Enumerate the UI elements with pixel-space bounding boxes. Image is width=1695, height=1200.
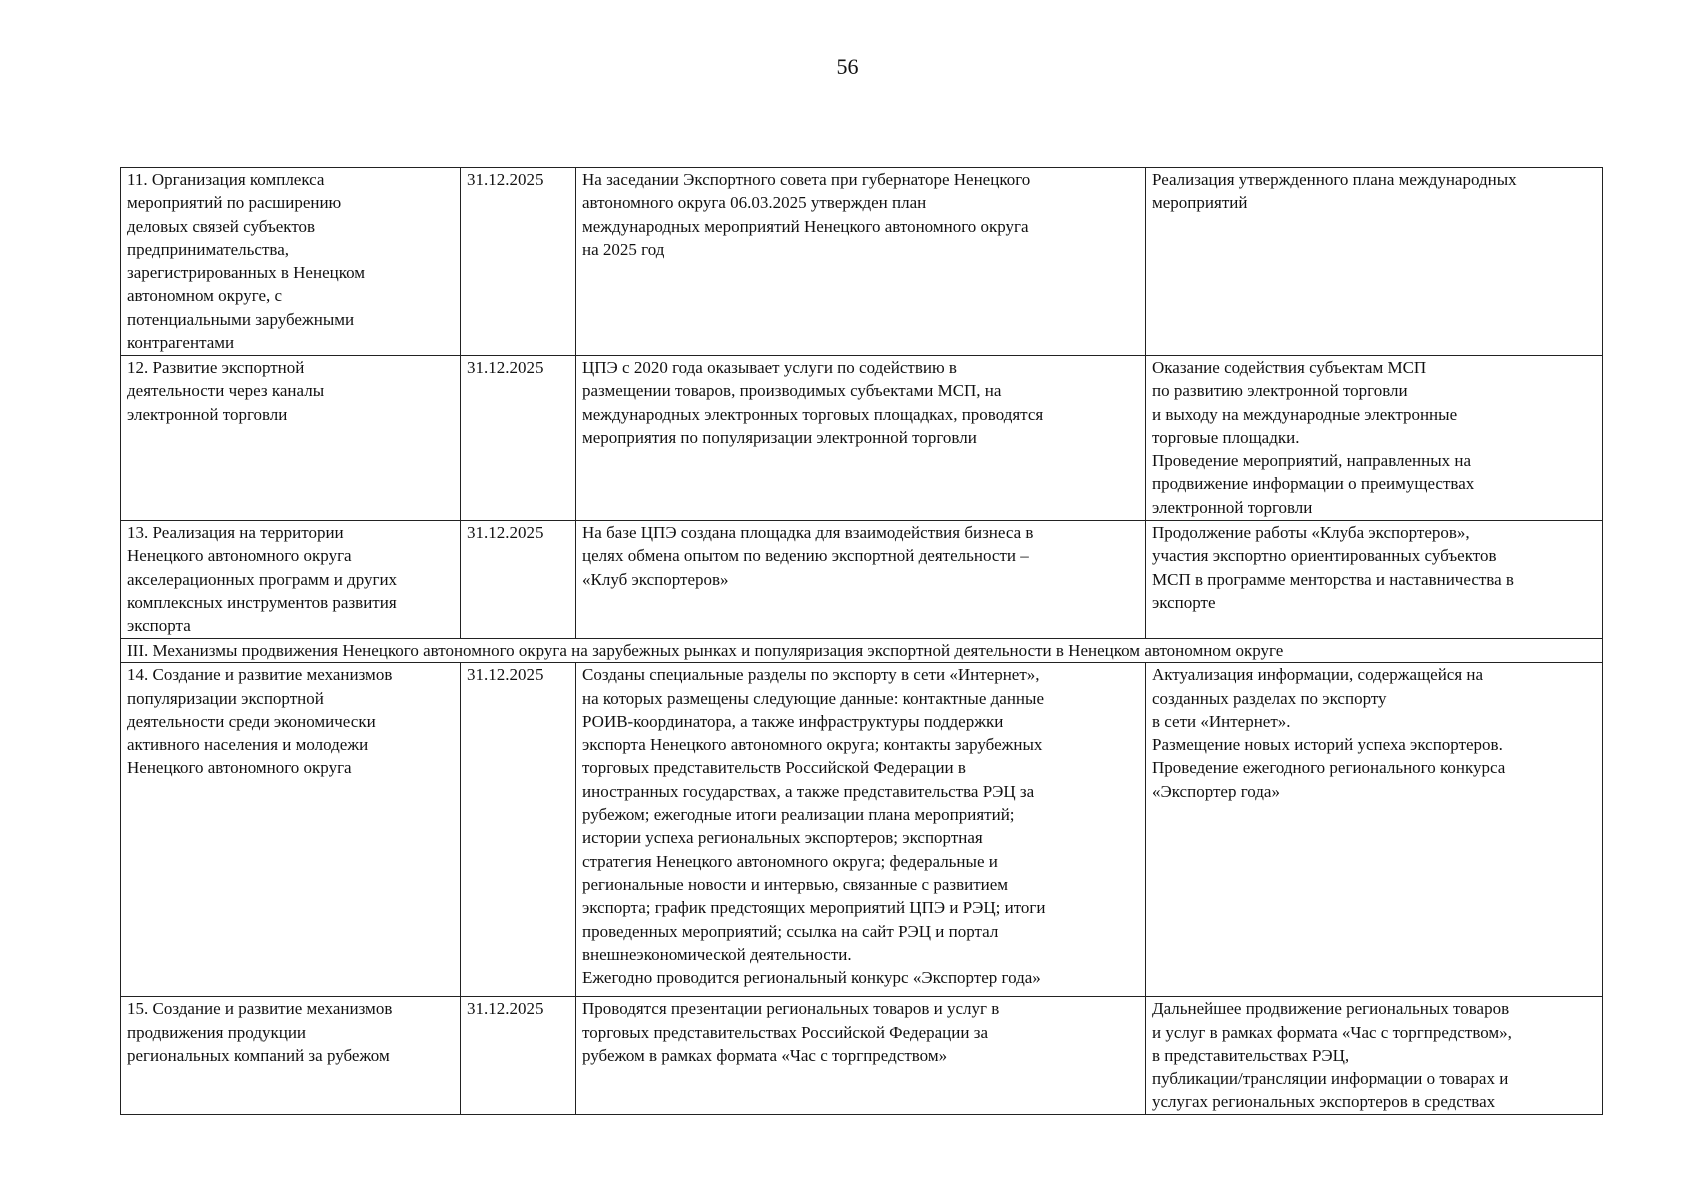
- measure-cell: 12. Развитие экспортной деятельности через каналы электронной торговли: [121, 356, 461, 521]
- status-cell: На заседании Экспортного совета при губернаторе Ненецкого автономного округа 06.03.2025 утвержден план международных мероприятий Ненецкого автономного округа на 2025 год: [576, 168, 1146, 356]
- measure-cell: 14. Создание и развитие механизмов популяризации экспортной деятельности среди экономически активного населения и молодежи Ненецкого автономного округа: [121, 663, 461, 997]
- table-row: [121, 521, 1603, 639]
- measures-table: [120, 167, 1603, 1115]
- deadline-cell: 31.12.2025: [461, 521, 576, 639]
- status-cell: На базе ЦПЭ создана площадка для взаимодействия бизнеса в целях обмена опытом по ведению экспортной деятельности – «Клуб экспортеров»: [576, 521, 1146, 639]
- measure-cell: 11. Организация комплекса мероприятий по расширению деловых связей субъектов предпринимательства, зарегистрированных в Ненецком автономном округе, с потенциальными зарубежными контрагентами: [121, 168, 461, 356]
- page-number: 56: [836, 54, 859, 79]
- table-row: [121, 356, 1603, 521]
- deadline-cell: 31.12.2025: [461, 356, 576, 521]
- deadline-cell: 31.12.2025: [461, 168, 576, 356]
- measure-cell: 13. Реализация на территории Ненецкого автономного округа акселерационных программ и других комплексных инструментов развития экспорта: [121, 521, 461, 639]
- result-cell: Продолжение работы «Клуба экспортеров», участия экспортно ориентированных субъектов МСП в программе менторства и наставничества в экспорте: [1146, 521, 1603, 639]
- status-cell: ЦПЭ с 2020 года оказывает услуги по содействию в размещении товаров, производимых субъектами МСП, на международных электронных торговых площадках, проводятся мероприятия по популяризации электронной торговли: [576, 356, 1146, 521]
- result-cell: Реализация утвержденного плана международных мероприятий: [1146, 168, 1603, 356]
- measure-cell: 15. Создание и развитие механизмов продвижения продукции региональных компаний за рубежом: [121, 997, 461, 1115]
- result-cell: Актуализация информации, содержащейся на созданных разделах по экспорту в сети «Интернет». Размещение новых историй успеха экспортеров. Проведение ежегодного регионального конкурса «Экспортер года»: [1146, 663, 1603, 997]
- table-row: [121, 997, 1603, 1115]
- status-cell: Проводятся презентации региональных товаров и услуг в торговых представительствах Российской Федерации за рубежом в рамках формата «Час с торгпредством»: [576, 997, 1146, 1115]
- section-heading-row: [121, 639, 1603, 663]
- section-heading: III. Механизмы продвижения Ненецкого автономного округа на зарубежных рынках и популяризация экспортной деятельности в Ненецком автономном округе: [121, 639, 1603, 663]
- result-cell: Оказание содействия субъектам МСП по развитию электронной торговли и выходу на международные электронные торговые площадки. Проведение мероприятий, направленных на продвижение информации о преимуществах электронной торговли: [1146, 356, 1603, 521]
- result-cell: Дальнейшее продвижение региональных товаров и услуг в рамках формата «Час с торгпредством», в представительствах РЭЦ, публикации/трансляции информации о товарах и услугах региональных экспортеров в средствах: [1146, 997, 1603, 1115]
- table-row: [121, 168, 1603, 356]
- status-cell: Созданы специальные разделы по экспорту в сети «Интернет», на которых размещены следующие данные: контактные данные РОИВ-координатора, а также инфраструктуры поддержки экспорта Ненецкого автономного округа; контакты зарубежных торговых представительств Российской Федерации в иностранных государствах, а также представительства РЭЦ за рубежом; ежегодные итоги реализации плана мероприятий; истории успеха региональных экспортеров; экспортная стратегия Ненецкого автономного округа; федеральные и региональные новости и интервью, связанные с развитием экспорта; график предстоящих мероприятий ЦПЭ и РЭЦ; итоги проведенных мероприятий; ссылка на сайт РЭЦ и портал внешнеэкономической деятельности. Ежегодно проводится региональный конкурс «Экспортер года»: [576, 663, 1146, 997]
- table-row: [121, 663, 1603, 997]
- deadline-cell: 31.12.2025: [461, 663, 576, 997]
- deadline-cell: 31.12.2025: [461, 997, 576, 1115]
